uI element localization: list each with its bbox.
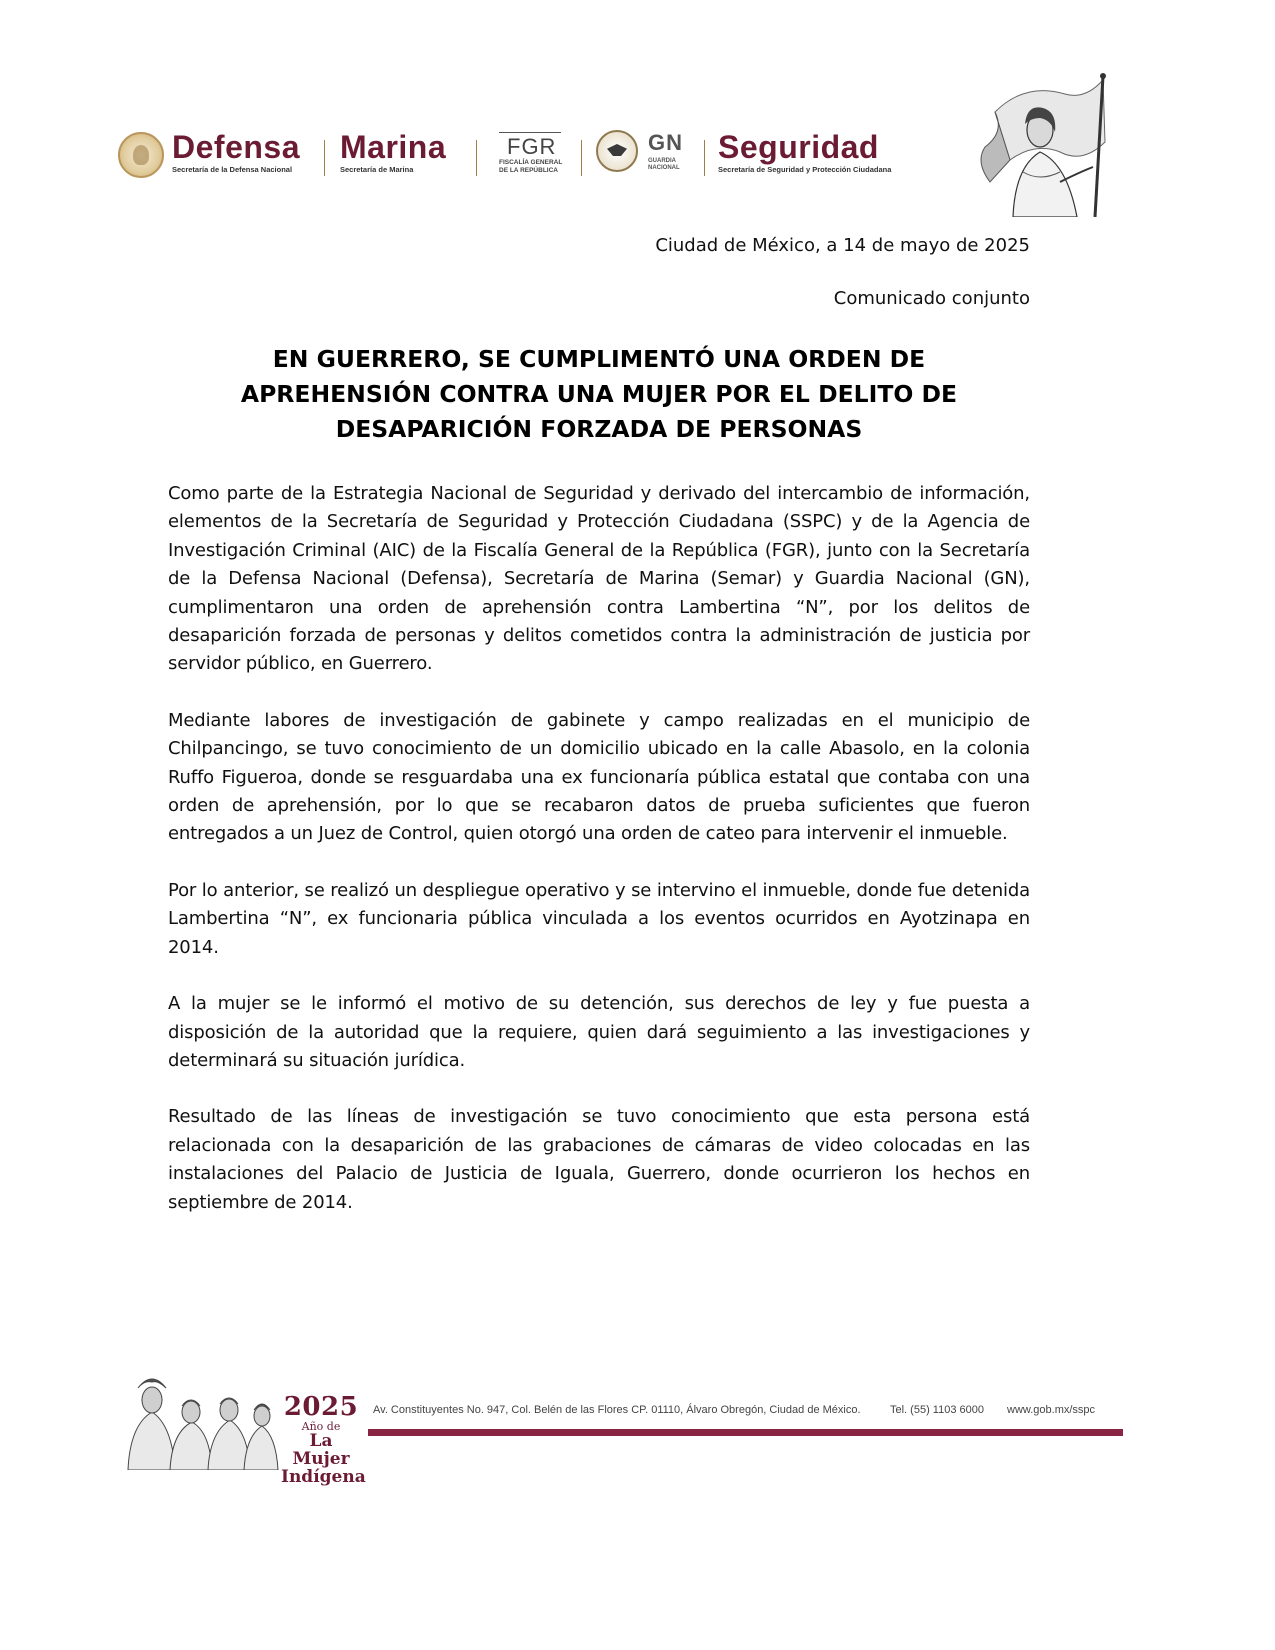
paragraph: A la mujer se le informó el motivo de su detención, sus derechos de ley y fue puesta a disposición de la autoridad que la requiere, quien dará seguimiento a las investigaciones y determinará su situación jurídica. (168, 993, 1030, 1071)
marina-subtitle: Secretaría de Marina (340, 165, 414, 174)
header-logos (118, 128, 978, 188)
paragraph: Por lo anterior, se realizó un despliegue operativo y se intervino el inmueble, donde fue detenida Lambertina “N”, ex funcionaria pública vinculada a los eventos ocurridos en Ayotzinapa en 2014. (168, 879, 1030, 958)
year-tagline-line2: La Mujer (292, 1431, 350, 1469)
guardia-nacional-seal-icon (596, 130, 638, 172)
gn-title: GN (648, 130, 683, 155)
logo-divider (476, 140, 477, 176)
woman-with-flag-illustration (965, 72, 1115, 217)
logo-divider (581, 140, 582, 176)
indigenous-women-illustration (120, 1370, 280, 1470)
footer-phone: Tel. (55) 1103 6000 (890, 1404, 984, 1416)
year-tagline-line3: Indígena (281, 1467, 366, 1487)
fgr-title: FGR (507, 134, 557, 159)
fgr-subtitle-line1: FISCALÍA GENERAL (499, 159, 563, 166)
year-tagline-line1: Año de (301, 1420, 341, 1433)
year-of-indigenous-women-logo (281, 1392, 366, 1487)
seguridad-subtitle: Secretaría de Seguridad y Protección Ciudadana (718, 165, 892, 174)
footer-website[interactable]: www.gob.mx/sspc (1007, 1404, 1096, 1416)
national-seal-icon (118, 132, 164, 178)
headline (168, 342, 1030, 447)
logo-divider (704, 140, 705, 176)
footer-bar (368, 1429, 1123, 1436)
gn-subtitle-line1: GUARDIA (648, 158, 676, 164)
defensa-title: Defensa (172, 129, 300, 165)
paragraph: Como parte de la Estrategia Nacional de Seguridad y derivado del intercambio de información, elementos de la Secretaría de Seguridad y Protección Ciudadana (SSPC) y de la Agencia de Investigación Criminal (AIC) de la Fiscalía General de la República (FGR), junto con la Secretaría de la Defensa Nacional (Defensa), Secretaría de Marina (Semar) y Guardia Nacional (GN), cumplimentaron una orden de aprehensión contra Lambertina “N”, por los delitos de desaparición forzada de personas y delitos cometidos contra la administración de justicia por servidor público, en Guerrero. (168, 483, 1030, 675)
year: 2025 (283, 1392, 359, 1422)
fgr-subtitle-line2: DE LA REPÚBLICA (499, 167, 558, 174)
gn-subtitle (648, 158, 680, 172)
fgr-subtitle (499, 159, 569, 175)
body-text (168, 480, 1030, 1245)
defensa-subtitle: Secretaría de la Defensa Nacional (172, 165, 293, 174)
marina-title: Marina (340, 129, 447, 165)
logo-divider (324, 140, 325, 176)
gn-subtitle-line2: NACIONAL (648, 165, 680, 171)
headline-line1: EN GUERRERO, SE CUMPLIMENTÓ UNA ORDEN DE (272, 345, 926, 373)
paragraph: Resultado de las líneas de investigación se tuvo conocimiento que esta persona está relacionada con la desaparición de las grabaciones de cámaras de video colocadas en las instalaciones del Palacio de Justicia de Iguala, Guerrero, donde ocurrieron los hechos en septiembre de 2014. (168, 1106, 1030, 1213)
footer-address: Av. Constituyentes No. 947, Col. Belén de las Flores CP. 01110, Álvaro Obregón, Ciudad de México. (373, 1404, 861, 1416)
headline-line3: DESAPARICIÓN FORZADA DE PERSONAS (335, 415, 863, 443)
place-date: Ciudad de México, a 14 de mayo de 2025 (655, 235, 1030, 256)
seguridad-title: Seguridad (718, 129, 879, 165)
paragraph: Mediante labores de investigación de gabinete y campo realizadas en el municipio de Chilpancingo, se tuvo conocimiento de un domicilio ubicado en la calle Abasolo, en la colonia Ruffo Figueroa, donde se resguardaba una ex funcionaría pública estatal que contaba con una orden de aprehensión, por lo que se recabaron datos de prueba suficientes que fueron entregados a un Juez de Control, quien otorgó una orden de cateo para intervenir el inmueble. (168, 709, 1030, 845)
document-type: Comunicado conjunto (833, 288, 1030, 309)
headline-line2: APREHENSIÓN CONTRA UNA MUJER POR EL DELITO DE (240, 380, 958, 408)
